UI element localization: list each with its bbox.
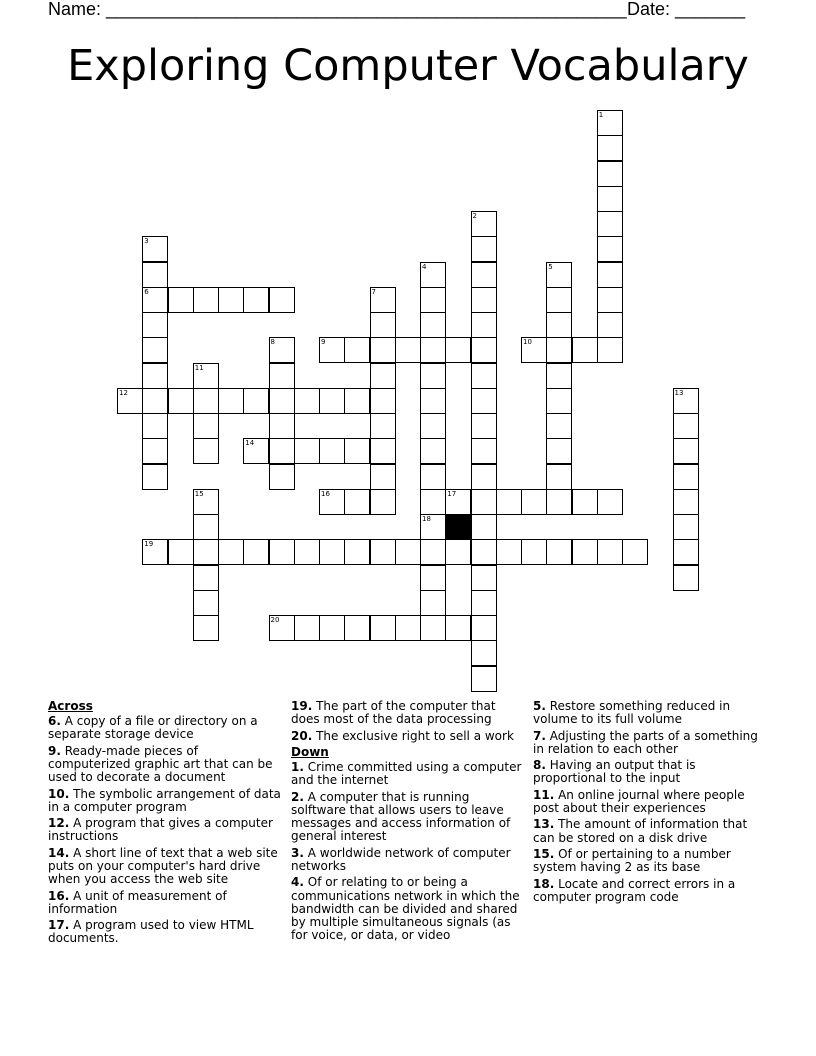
grid-cell[interactable] [546,489,572,515]
grid-cell[interactable] [193,565,219,591]
grid-cell[interactable] [420,539,446,565]
clue-down-3: 3. A worldwide network of computer networks [291,845,511,873]
clue-number-3: 3 [144,237,149,246]
clue-number-5: 5 [548,262,553,271]
grid-cell[interactable] [673,413,699,439]
clues-column-3 [533,700,769,907]
clue-number-1: 1 [598,111,604,119]
clue-number-18: 18 [422,515,431,523]
clue-across-16: 16. A unit of measurement of information [48,888,227,916]
grid-cell[interactable] [370,438,396,464]
grid-cell[interactable] [673,438,699,464]
grid-cell[interactable] [344,615,370,641]
clue-number-19: 19 [144,540,154,549]
grid-cell[interactable] [673,464,699,490]
grid-cell[interactable] [193,413,219,439]
clue-down-7: 7. Adjusting the parts of a something in relation to each other [533,728,758,756]
grid-cell[interactable] [420,388,446,414]
grid-cell[interactable] [294,615,320,641]
grid-cell[interactable] [370,337,396,363]
grid-cell[interactable] [471,287,497,313]
grid-cell[interactable] [471,666,497,692]
grid-cell[interactable] [471,438,497,464]
grid-cell[interactable] [546,312,572,338]
clue-number-9: 9 [321,338,326,347]
grid-cell[interactable] [370,464,396,490]
grid-cell[interactable] [420,438,446,464]
clue-down-18: 18. Locate and correct errors in a computer program code [533,876,736,904]
clue-number-10: 10 [523,338,532,347]
clue-across-19: 19. The part of the computer that does most of the data processing [291,699,496,727]
grid-cell[interactable] [269,388,295,414]
grid-cell[interactable] [471,464,497,490]
clue-number-4: 4 [422,262,427,271]
grid-cell[interactable] [370,539,396,565]
clues-column-1 [48,700,284,949]
grid-cell[interactable] [597,236,623,262]
grid-cell[interactable] [370,312,396,338]
clue-across-20: 20. The exclusive right to sell a work [291,728,514,743]
clue-down-8: 8. Having an output that is proportional to the input [533,758,696,786]
grid-cell[interactable] [471,413,497,439]
grid-cell[interactable] [193,539,219,565]
grid-cell[interactable] [445,615,471,641]
grid-cell[interactable] [142,262,168,288]
grid-cell[interactable] [597,262,623,288]
clue-number-17: 17 [447,489,457,498]
grid-cell[interactable] [269,539,295,565]
clue-number-12: 12 [119,388,128,397]
grid-cell[interactable] [319,388,345,414]
clue-across-14: 14. A short line of text that a web site puts on your computer's hard drive when you access the web site [48,845,278,887]
grid-cell[interactable] [420,413,446,439]
grid-cell[interactable] [673,565,699,591]
grid-cell[interactable] [193,514,219,540]
grid-cell[interactable] [142,413,168,439]
grid-cell[interactable] [319,539,345,565]
clues-column-2 [291,700,527,946]
clue-number-16: 16 [321,489,330,498]
grid-cell[interactable] [597,186,623,212]
grid-cell[interactable] [622,539,648,565]
grid-cell[interactable] [445,539,471,565]
clue-number-6: 6 [144,287,149,296]
grid-cell[interactable] [471,363,497,389]
grid-cell[interactable] [420,615,446,641]
clue-down-1: 1. Crime committed using a computer and the internet [291,760,522,788]
grid-cell[interactable] [168,539,194,565]
grid-cell[interactable] [218,287,244,313]
grid-cell[interactable] [597,287,623,313]
grid-cell[interactable] [597,489,623,515]
clue-number-7: 7 [371,287,376,296]
grid-cell[interactable] [420,590,446,616]
grid-cell[interactable] [546,363,572,389]
clue-down-13: 13. The amount of information that can be stored on a disk drive [533,817,748,845]
grid-cell[interactable] [420,464,446,490]
grid-cell[interactable] [142,438,168,464]
grid-cell[interactable] [218,539,244,565]
grid-cell[interactable] [546,539,572,565]
grid-cell[interactable] [471,615,497,641]
grid-cell[interactable] [471,539,497,565]
down-heading: Down [291,744,329,759]
clue-across-17: 17. A program used to view HTML documents. [48,918,254,946]
puzzle-title: Exploring Computer Vocabulary [67,41,749,91]
grid-cell[interactable] [370,615,396,641]
clue-across-10: 10. The symbolic arrangement of data in a computer program [48,786,281,814]
clue-number-8: 8 [270,338,275,347]
grid-cell[interactable] [572,337,598,363]
grid-cell[interactable] [142,388,168,414]
grid-cell[interactable] [395,539,421,565]
grid-cell[interactable] [269,413,295,439]
grid-cell[interactable] [243,388,269,414]
grid-cell[interactable] [597,337,623,363]
clue-across-12: 12. A program that gives a computer instructions [48,816,273,844]
grid-cell[interactable] [496,489,522,515]
grid-cell[interactable] [370,489,396,515]
grid-cell[interactable] [344,489,370,515]
grid-cell[interactable] [471,236,497,262]
grid-cell[interactable] [546,287,572,313]
grid-cell[interactable] [319,615,345,641]
grid-cell[interactable] [471,262,497,288]
grid-cell[interactable] [420,312,446,338]
grid-cell[interactable] [572,539,598,565]
grid-cell[interactable] [673,514,699,540]
grid-cell[interactable] [471,337,497,363]
grid-cell[interactable] [673,489,699,515]
grid-cell[interactable] [319,438,345,464]
grid-cell[interactable] [420,489,446,515]
grid-cell[interactable] [142,363,168,389]
grid-cell[interactable] [471,640,497,666]
grid-cell[interactable] [193,590,219,616]
clue-number-20: 20 [270,616,280,624]
grid-cell[interactable] [370,388,396,414]
grid-cell[interactable] [471,388,497,414]
grid-cell[interactable] [269,438,295,464]
clue-down-15: 15. Of or pertaining to a number system having 2 as its base [533,846,731,875]
grid-cell[interactable] [597,539,623,565]
grid-cell[interactable] [243,287,269,313]
clue-down-5: 5. Restore something reduced in volume to its full volume [533,699,731,727]
grid-cell[interactable] [471,565,497,591]
grid-cell[interactable] [546,413,572,439]
grid-cell[interactable] [597,161,623,187]
grid-cell[interactable] [471,514,497,540]
across-heading: Across [48,699,93,713]
clue-down-4: 4. Of or relating to or being a communications network in which the bandwidth can be divided and shared by multiple simultaneous signals (as for voice, or data, or video [291,875,520,943]
grid-cell[interactable] [142,337,168,363]
grid-cell[interactable] [269,287,295,313]
grid-cell[interactable] [597,211,623,237]
grid-cell[interactable] [420,337,446,363]
grid-cell[interactable] [294,539,320,565]
grid-cell[interactable] [168,388,194,414]
grid-cell[interactable] [193,438,219,464]
shaded-cell [445,514,471,540]
grid-cell[interactable] [521,489,547,515]
clue-number-13: 13 [674,388,684,397]
grid-cell[interactable] [344,438,370,464]
clue-across-9: 9. Ready-made pieces of computerized graphic art that can be used to decorate a document [48,743,273,785]
grid-cell[interactable] [471,489,497,515]
clue-number-2: 2 [472,212,477,220]
clue-down-11: 11. An online journal where people post about their experiences [533,787,745,815]
grid-cell[interactable] [395,337,421,363]
grid-cell[interactable] [673,539,699,565]
grid-cell[interactable] [142,312,168,338]
clue-number-14: 14 [245,439,255,448]
grid-cell[interactable] [546,464,572,490]
name-field[interactable]: Name: ____________________________________________________ [48,0,627,19]
grid-cell[interactable] [546,337,572,363]
grid-cell[interactable] [193,287,219,313]
grid-cell[interactable] [243,539,269,565]
date-field[interactable]: Date: _______ [627,0,746,19]
grid-cell[interactable] [471,590,497,616]
grid-cell[interactable] [445,337,471,363]
grid-cell[interactable] [546,388,572,414]
grid-cell[interactable] [496,539,522,565]
grid-cell[interactable] [294,388,320,414]
grid-cell[interactable] [546,438,572,464]
grid-cell[interactable] [344,539,370,565]
clue-number-15: 15 [194,489,204,498]
grid-cell[interactable] [370,413,396,439]
clue-across-6: 6. A copy of a file or directory on a separate storage device [48,714,258,742]
grid-cell[interactable] [597,312,623,338]
clue-down-2: 2. A computer that is running solftware that allows users to leave messages and access information of general interest [291,789,511,844]
clue-number-11: 11 [194,363,204,372]
grid-cell[interactable] [269,464,295,490]
grid-cell[interactable] [142,464,168,490]
grid-cell[interactable] [597,135,623,161]
grid-cell[interactable] [193,615,219,641]
grid-cell[interactable] [218,388,244,414]
grid-cell[interactable] [269,363,295,389]
grid-cell[interactable] [521,539,547,565]
grid-cell[interactable] [572,489,598,515]
grid-cell[interactable] [294,438,320,464]
grid-cell[interactable] [370,363,396,389]
grid-cell[interactable] [420,363,446,389]
grid-cell[interactable] [420,565,446,591]
grid-cell[interactable] [344,388,370,414]
grid-cell[interactable] [344,337,370,363]
grid-cell[interactable] [420,287,446,313]
grid-cell[interactable] [395,615,421,641]
grid-cell[interactable] [193,388,219,414]
grid-cell[interactable] [471,312,497,338]
grid-cell[interactable] [168,287,194,313]
